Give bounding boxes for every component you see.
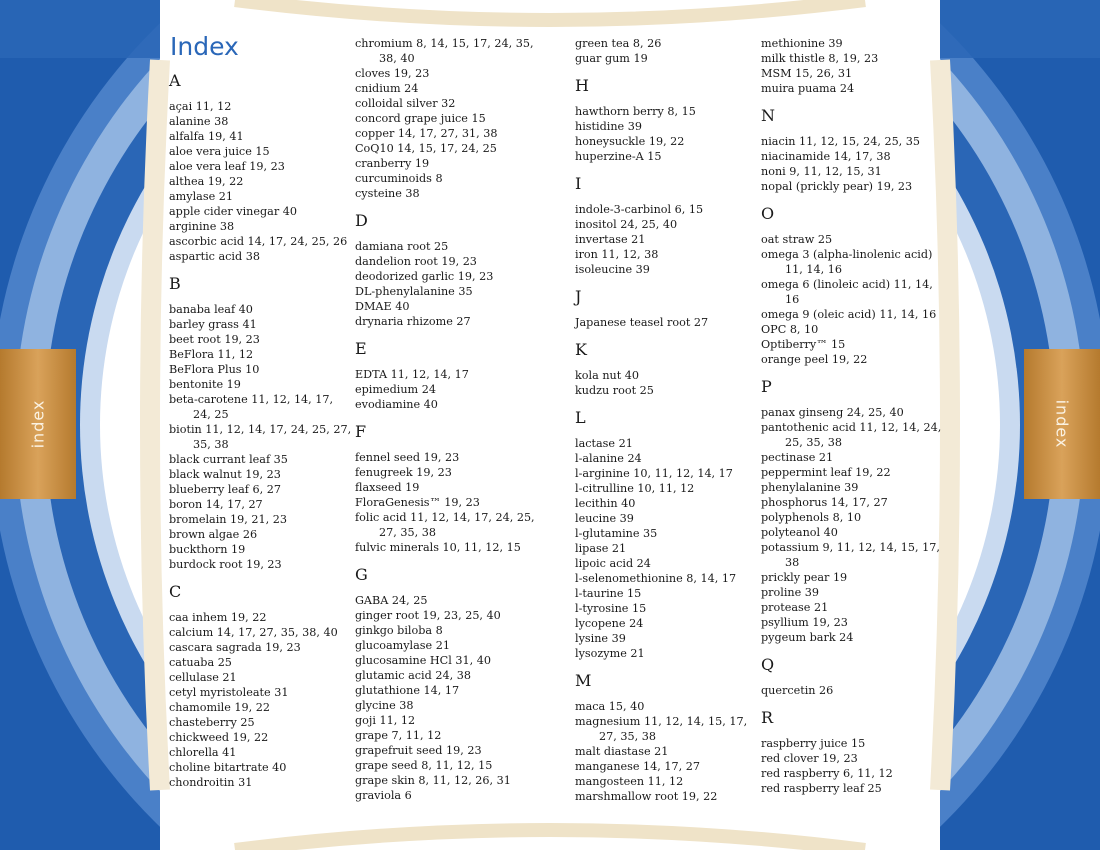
- index-entry: pantothenic acid 11, 12, 14, 24, 25, 35, 38: [761, 421, 942, 449]
- index-entry: noni 9, 11, 12, 15, 31: [761, 165, 882, 178]
- index-entry: alanine 38: [169, 115, 229, 128]
- index-entry: beet root 19, 23: [169, 333, 260, 346]
- page-title: Index: [170, 32, 239, 61]
- index-entry: aloe vera leaf 19, 23: [169, 160, 285, 173]
- index-entry: glutathione 14, 17: [355, 684, 460, 697]
- index-entry: iron 11, 12, 38: [575, 248, 659, 261]
- index-entry: potassium 9, 11, 12, 14, 15, 17, 38: [761, 541, 940, 569]
- section-letter-r: R: [761, 708, 774, 727]
- index-entry: honeysuckle 19, 22: [575, 135, 685, 148]
- index-entry: folic acid 11, 12, 14, 17, 24, 25, 27, 35, 38: [355, 511, 535, 539]
- index-entry: aspartic acid 38: [169, 250, 260, 263]
- index-entry: red clover 19, 23: [761, 752, 858, 765]
- index-entry: Japanese teasel root 27: [575, 316, 709, 329]
- index-entry: catuaba 25: [169, 656, 232, 669]
- index-entry: red raspberry 6, 11, 12: [761, 767, 893, 780]
- index-entry: muira puama 24: [761, 82, 855, 95]
- index-entry: alfalfa 19, 41: [169, 130, 244, 143]
- index-entry: blueberry leaf 6, 27: [169, 483, 281, 496]
- index-entry: prickly pear 19: [761, 571, 848, 584]
- index-entry: damiana root 25: [355, 240, 449, 253]
- index-entry: cellulase 21: [169, 671, 237, 684]
- index-entry: hawthorn berry 8, 15: [575, 105, 696, 118]
- index-entry: polyphenols 8, 10: [761, 511, 862, 524]
- index-entry: omega 3 (alpha-linolenic acid) 11, 14, 16: [761, 248, 933, 276]
- index-entry: burdock root 19, 23: [169, 558, 282, 571]
- index-entry: lipase 21: [575, 542, 627, 555]
- index-entry: goji 11, 12: [355, 714, 416, 727]
- index-entry: proline 39: [761, 586, 820, 599]
- index-entry: huperzine-A 15: [575, 150, 662, 163]
- index-entry: invertase 21: [575, 233, 646, 246]
- index-entry: chlorella 41: [169, 746, 237, 759]
- index-entry: epimedium 24: [355, 383, 436, 396]
- index-entry: pectinase 21: [761, 451, 834, 464]
- index-entry: açai 11, 12: [169, 100, 232, 113]
- index-entry: glucoamylase 21: [355, 639, 450, 652]
- index-entry: althea 19, 22: [169, 175, 244, 188]
- index-entry: deodorized garlic 19, 23: [355, 270, 494, 283]
- index-entry: CoQ10 14, 15, 17, 24, 25: [355, 142, 497, 155]
- index-entry: lipoic acid 24: [575, 557, 651, 570]
- index-entry: ginkgo biloba 8: [355, 624, 443, 637]
- index-entry: methionine 39: [761, 37, 843, 50]
- index-entry: isoleucine 39: [575, 263, 650, 276]
- index-entry: green tea 8, 26: [575, 37, 662, 50]
- index-entry: pygeum bark 24: [761, 631, 854, 644]
- section-letter-q: Q: [761, 655, 775, 674]
- index-entry: chondroitin 31: [169, 776, 253, 789]
- index-entry: buckthorn 19: [169, 543, 246, 556]
- index-entry: lysine 39: [575, 632, 626, 645]
- index-entry: glucosamine HCl 31, 40: [355, 654, 491, 667]
- index-entry: milk thistle 8, 19, 23: [761, 52, 879, 65]
- index-entry: arginine 38: [169, 220, 235, 233]
- left-index-tab: [0, 349, 76, 499]
- index-entry: bentonite 19: [169, 378, 241, 391]
- index-entry: curcuminoids 8: [355, 172, 443, 185]
- index-entry: lycopene 24: [575, 617, 644, 630]
- index-entry: banaba leaf 40: [169, 303, 253, 316]
- index-entry: MSM 15, 26, 31: [761, 67, 853, 80]
- left-tab-label: index: [28, 399, 48, 449]
- section-letter-o: O: [761, 204, 775, 223]
- index-entry: niacinamide 14, 17, 38: [761, 150, 891, 163]
- top-blue-band-right: [940, 0, 1100, 58]
- index-entry: l-alanine 24: [575, 452, 642, 465]
- index-entry: copper 14, 17, 27, 31, 38: [355, 127, 498, 140]
- cream-arc-left: [150, 60, 160, 790]
- index-entry: cascara sagrada 19, 23: [169, 641, 301, 654]
- index-entry: marshmallow root 19, 22: [575, 790, 718, 803]
- index-entry: beta-carotene 11, 12, 14, 17, 24, 25: [169, 393, 334, 421]
- index-entry: manganese 14, 17, 27: [575, 760, 700, 773]
- index-entry: guar gum 19: [575, 52, 648, 65]
- index-entry: flaxseed 19: [355, 481, 420, 494]
- section-letter-f: F: [355, 422, 367, 441]
- index-entry: panax ginseng 24, 25, 40: [761, 406, 904, 419]
- right-index-tab: [1024, 349, 1100, 499]
- index-entry: phenylalanine 39: [761, 481, 859, 494]
- index-column-4: [761, 36, 946, 796]
- index-entry: oat straw 25: [761, 233, 833, 246]
- index-entry: choline bitartrate 40: [169, 761, 287, 774]
- index-entry: BeFlora 11, 12: [169, 348, 254, 361]
- index-entry: kola nut 40: [575, 369, 640, 382]
- index-entry: grapefruit seed 19, 23: [355, 744, 482, 757]
- index-entry: l-taurine 15: [575, 587, 642, 600]
- index-entry: lysozyme 21: [575, 647, 645, 660]
- index-entry: DMAE 40: [355, 300, 410, 313]
- index-entry: grape 7, 11, 12: [355, 729, 442, 742]
- index-entry: cranberry 19: [355, 157, 430, 170]
- index-entry: phosphorus 14, 17, 27: [761, 496, 888, 509]
- index-entry: quercetin 26: [761, 684, 834, 697]
- index-column-3: [575, 36, 760, 804]
- section-letter-p: P: [761, 377, 772, 396]
- index-entry: cysteine 38: [355, 187, 420, 200]
- index-column-1: [169, 71, 354, 790]
- index-entry: red raspberry leaf 25: [761, 782, 882, 795]
- index-entry: BeFlora Plus 10: [169, 363, 260, 376]
- index-entry: psyllium 19, 23: [761, 616, 848, 629]
- index-entry: glutamic acid 24, 38: [355, 669, 471, 682]
- section-letter-e: E: [355, 339, 367, 358]
- index-entry: OPC 8, 10: [761, 323, 819, 336]
- section-letter-g: G: [355, 565, 368, 584]
- section-letter-d: D: [355, 211, 368, 230]
- index-entry: inositol 24, 25, 40: [575, 218, 678, 231]
- index-entry: l-citrulline 10, 11, 12: [575, 482, 695, 495]
- index-entry: lecithin 40: [575, 497, 636, 510]
- index-entry: l-selenomethionine 8, 14, 17: [575, 572, 737, 585]
- index-entry: chickweed 19, 22: [169, 731, 269, 744]
- index-entry: magnesium 11, 12, 14, 15, 17, 27, 35, 38: [575, 715, 748, 743]
- index-entry: maca 15, 40: [575, 700, 645, 713]
- index-entry: protease 21: [761, 601, 829, 614]
- index-entry: raspberry juice 15: [761, 737, 866, 750]
- index-entry: histidine 39: [575, 120, 642, 133]
- index-entry: boron 14, 17, 27: [169, 498, 263, 511]
- index-entry: grape seed 8, 11, 12, 15: [355, 759, 493, 772]
- index-entry: chamomile 19, 22: [169, 701, 271, 714]
- index-entry: aloe vera juice 15: [169, 145, 270, 158]
- section-letter-c: C: [169, 582, 182, 601]
- index-entry: FloraGenesis™ 19, 23: [355, 496, 480, 509]
- section-letter-j: J: [575, 287, 582, 306]
- index-entry: dandelion root 19, 23: [355, 255, 477, 268]
- index-entry: barley grass 41: [169, 318, 257, 331]
- section-letter-h: H: [575, 76, 589, 95]
- right-tab-label: index: [1052, 399, 1072, 449]
- index-entry: black walnut 19, 23: [169, 468, 281, 481]
- index-entry: l-tyrosine 15: [575, 602, 647, 615]
- section-letter-l: L: [575, 408, 586, 427]
- index-entry: calcium 14, 17, 27, 35, 38, 40: [169, 626, 338, 639]
- index-entry: cetyl myristoleate 31: [169, 686, 289, 699]
- index-entry: chromium 8, 14, 15, 17, 24, 35, 38, 40: [355, 37, 534, 65]
- section-letter-i: I: [575, 174, 582, 193]
- index-entry: concord grape juice 15: [355, 112, 486, 125]
- index-entry: polyteanol 40: [761, 526, 838, 539]
- index-entry: lactase 21: [575, 437, 633, 450]
- index-entry: ginger root 19, 23, 25, 40: [355, 609, 501, 622]
- index-entry: omega 9 (oleic acid) 11, 14, 16: [761, 308, 937, 321]
- index-entry: bromelain 19, 21, 23: [169, 513, 287, 526]
- section-letter-b: B: [169, 274, 181, 293]
- index-entry: l-glutamine 35: [575, 527, 658, 540]
- section-letter-a: A: [169, 71, 181, 90]
- index-entry: kudzu root 25: [575, 384, 654, 397]
- index-entry: mangosteen 11, 12: [575, 775, 684, 788]
- index-entry: Optiberry™ 15: [761, 338, 846, 351]
- index-entry: apple cider vinegar 40: [169, 205, 297, 218]
- index-entry: nopal (prickly pear) 19, 23: [761, 180, 913, 193]
- index-entry: black currant leaf 35: [169, 453, 288, 466]
- index-entry: colloidal silver 32: [355, 97, 456, 110]
- index-entry: leucine 39: [575, 512, 634, 525]
- index-entry: fenugreek 19, 23: [355, 466, 452, 479]
- index-entry: fulvic minerals 10, 11, 12, 15: [355, 541, 521, 554]
- section-letter-k: K: [575, 340, 587, 359]
- section-letter-m: M: [575, 671, 592, 690]
- index-entry: niacin 11, 12, 15, 24, 25, 35: [761, 135, 921, 148]
- index-entry: malt diastase 21: [575, 745, 669, 758]
- index-entry: l-arginine 10, 11, 12, 14, 17: [575, 467, 733, 480]
- index-entry: glycine 38: [355, 699, 414, 712]
- index-entry: graviola 6: [355, 789, 412, 802]
- top-blue-band-left: [0, 0, 160, 58]
- index-entry: fennel seed 19, 23: [355, 451, 460, 464]
- index-entry: biotin 11, 12, 14, 17, 24, 25, 27, 35, 38: [169, 423, 352, 451]
- index-entry: ascorbic acid 14, 17, 24, 25, 26: [169, 235, 348, 248]
- index-column-2: [355, 36, 540, 803]
- index-entry: caa inhem 19, 22: [169, 611, 267, 624]
- index-entry: evodiamine 40: [355, 398, 438, 411]
- index-entry: DL-phenylalanine 35: [355, 285, 473, 298]
- index-entry: cnidium 24: [355, 82, 419, 95]
- index-entry: amylase 21: [169, 190, 234, 203]
- index-entry: chasteberry 25: [169, 716, 255, 729]
- section-letter-n: N: [761, 106, 775, 125]
- index-entry: EDTA 11, 12, 14, 17: [355, 368, 469, 381]
- index-entry: indole-3-carbinol 6, 15: [575, 203, 704, 216]
- index-entry: orange peel 19, 22: [761, 353, 868, 366]
- index-entry: omega 6 (linoleic acid) 11, 14, 16: [761, 278, 933, 306]
- index-entry: peppermint leaf 19, 22: [761, 466, 891, 479]
- index-entry: cloves 19, 23: [355, 67, 430, 80]
- index-entry: grape skin 8, 11, 12, 26, 31: [355, 774, 511, 787]
- index-entry: brown algae 26: [169, 528, 258, 541]
- index-entry: drynaria rhizome 27: [355, 315, 471, 328]
- index-entry: GABA 24, 25: [355, 594, 428, 607]
